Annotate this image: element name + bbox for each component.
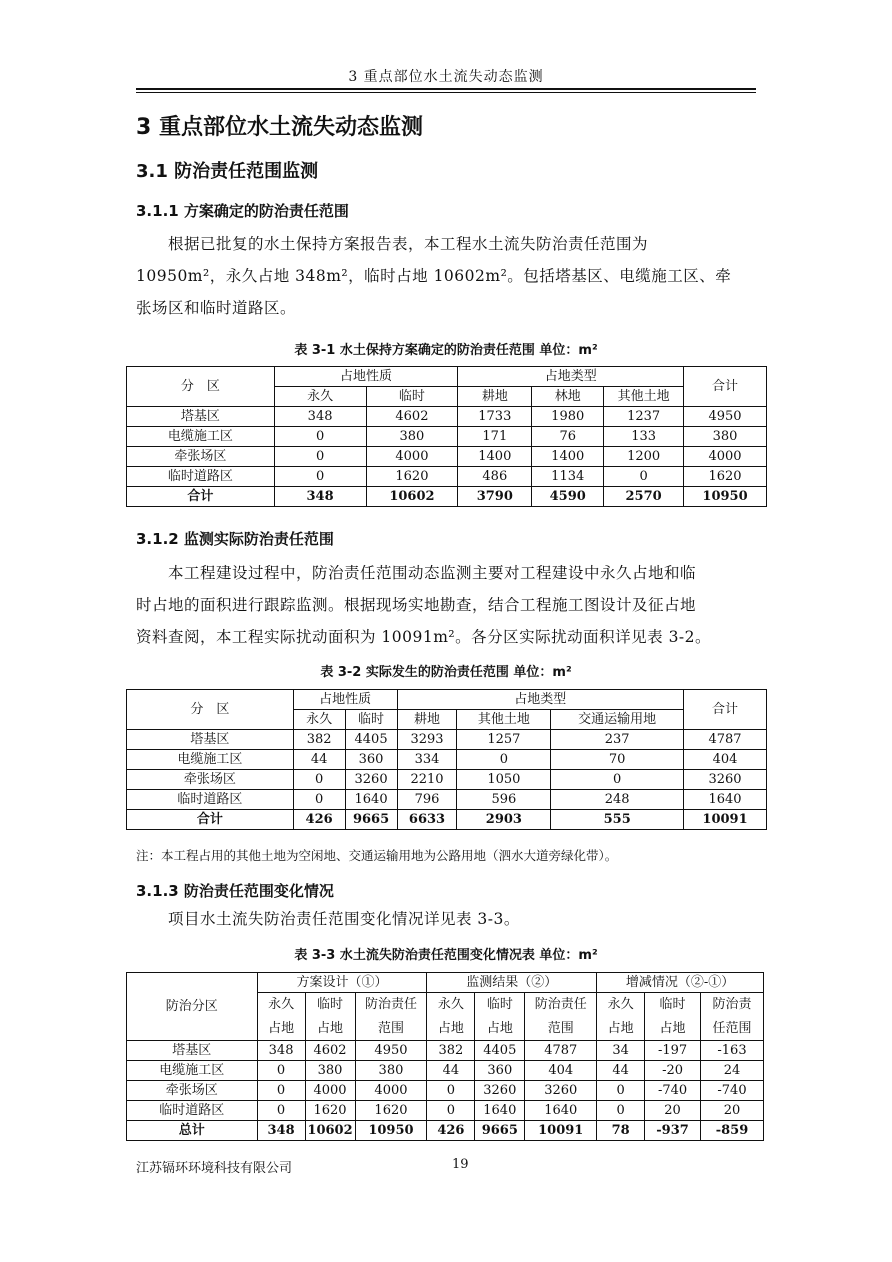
th-occupancy: 占地性质 — [274, 367, 458, 387]
table-cell: 380 — [366, 427, 458, 447]
table-cell: 404 — [525, 1061, 597, 1081]
table-cell: 1620 — [355, 1101, 427, 1121]
table-cell: 10091 — [525, 1121, 597, 1141]
table2-caption: 表 3-2 实际发生的防治责任范围 单位：m² — [320, 665, 572, 680]
table-cell: 486 — [458, 467, 532, 487]
table-cell: 4787 — [525, 1041, 597, 1061]
row-label-cell: 塔基区 — [127, 1041, 258, 1061]
table-cell: 4787 — [684, 730, 767, 750]
table-cell: 380 — [355, 1061, 427, 1081]
table-cell: 24 — [701, 1061, 764, 1081]
table-cell: 0 — [604, 467, 684, 487]
table-cell: 34 — [597, 1041, 645, 1061]
chapter-title: 3 重点部位水土流失动态监测 — [136, 115, 423, 140]
table-row — [127, 1101, 764, 1121]
th-perm: 永久 — [427, 993, 475, 1017]
table-cell: 6633 — [397, 810, 457, 830]
th-monitor: 监测结果（②） — [427, 973, 597, 993]
th-landtype: 占地类型 — [458, 367, 684, 387]
th-resp: 防治责 — [701, 993, 764, 1017]
th-transport: 交通运输用地 — [551, 710, 684, 730]
table-cell: 171 — [458, 427, 532, 447]
table-cell: -740 — [645, 1081, 701, 1101]
running-head: 3 重点部位水土流失动态监测 — [348, 69, 544, 85]
table-cell: -859 — [701, 1121, 764, 1141]
th-otherland: 其他土地 — [604, 387, 684, 407]
th-perm-2: 占地 — [597, 1017, 645, 1041]
table-row — [127, 1061, 764, 1081]
table-cell: 1640 — [684, 790, 767, 810]
paragraph-313 — [136, 903, 756, 935]
table-cell: 9665 — [345, 810, 397, 830]
th-perm-2: 占地 — [257, 1017, 305, 1041]
paragraph-311 — [136, 228, 756, 324]
th-perm-2: 占地 — [427, 1017, 475, 1041]
table-cell: 20 — [645, 1101, 701, 1121]
row-label-cell: 牵张场区 — [127, 770, 294, 790]
table-cell: 348 — [257, 1041, 305, 1061]
paragraph-line: 本工程建设过程中，防治责任范围动态监测主要对工程建设中永久占地和临 — [168, 564, 697, 582]
subsection-title-311: 3.1.1 方案确定的防治责任范围 — [136, 202, 349, 220]
table-cell: 0 — [597, 1101, 645, 1121]
table-cell: 4590 — [532, 487, 604, 507]
table-cell: 426 — [293, 810, 345, 830]
table-cell: 4000 — [355, 1081, 427, 1101]
th-temp: 临时 — [305, 993, 355, 1017]
th-temporary: 临时 — [366, 387, 458, 407]
row-label-cell: 塔基区 — [127, 730, 294, 750]
table-cell: -20 — [645, 1061, 701, 1081]
table-cell: 0 — [274, 427, 366, 447]
table-cell: 4950 — [355, 1041, 427, 1061]
table-cell: 44 — [293, 750, 345, 770]
footer-company: 江苏镉环环境科技有限公司 — [136, 1161, 293, 1176]
table-cell: 10950 — [684, 487, 767, 507]
table-cell: 1134 — [532, 467, 604, 487]
table-3-2 — [126, 689, 767, 830]
table-row — [127, 770, 767, 790]
table-cell: 3293 — [397, 730, 457, 750]
th-otherland: 其他土地 — [457, 710, 551, 730]
table-cell: 20 — [701, 1101, 764, 1121]
th-temp-2: 占地 — [305, 1017, 355, 1041]
row-label-cell: 合计 — [127, 810, 294, 830]
table-cell: 3260 — [684, 770, 767, 790]
table-row — [127, 427, 767, 447]
table-cell: -740 — [701, 1081, 764, 1101]
th-total: 合计 — [684, 690, 767, 730]
table-cell: 382 — [427, 1041, 475, 1061]
table-cell: 4000 — [366, 447, 458, 467]
table-row — [127, 447, 767, 467]
paragraph-line: 张场区和临时道路区。 — [136, 299, 297, 317]
page-number: 19 — [452, 1157, 469, 1172]
table-row — [127, 1121, 764, 1141]
table-cell: 1620 — [366, 467, 458, 487]
th-temp: 临时 — [645, 993, 701, 1017]
table-row — [127, 790, 767, 810]
th-resp-2: 任范围 — [701, 1017, 764, 1041]
row-label-cell: 电缆施工区 — [127, 427, 275, 447]
table-cell: 1640 — [345, 790, 397, 810]
section-title: 3.1 防治责任范围监测 — [136, 161, 319, 182]
table-cell: 3260 — [475, 1081, 525, 1101]
table-cell: 1980 — [532, 407, 604, 427]
th-temp-2: 占地 — [645, 1017, 701, 1041]
table-cell: 4000 — [305, 1081, 355, 1101]
table-cell: 9665 — [475, 1121, 525, 1141]
table-cell: 4602 — [366, 407, 458, 427]
row-label-cell: 临时道路区 — [127, 467, 275, 487]
th-farmland: 耕地 — [458, 387, 532, 407]
th-plan: 方案设计（①） — [257, 973, 427, 993]
table-cell: 237 — [551, 730, 684, 750]
table1-caption: 表 3-1 水土保持方案确定的防治责任范围 单位：m² — [294, 343, 598, 358]
row-label-cell: 临时道路区 — [127, 1101, 258, 1121]
th-permanent: 永久 — [293, 710, 345, 730]
table-cell: 596 — [457, 790, 551, 810]
table-cell: 4405 — [345, 730, 397, 750]
th-perm: 永久 — [257, 993, 305, 1017]
paragraph-line: 项目水土流失防治责任范围变化情况详见表 3-3。 — [168, 910, 520, 928]
th-perm: 永久 — [597, 993, 645, 1017]
paragraph-line: 根据已批复的水土保持方案报告表，本工程水土流失防治责任范围为 — [168, 235, 649, 253]
table-cell: 3260 — [345, 770, 397, 790]
table-cell: 76 — [532, 427, 604, 447]
th-resp-2: 范围 — [355, 1017, 427, 1041]
table-cell: 0 — [257, 1081, 305, 1101]
table-row — [127, 487, 767, 507]
table-cell: 1733 — [458, 407, 532, 427]
row-label-cell: 牵张场区 — [127, 1081, 258, 1101]
table-cell: 2570 — [604, 487, 684, 507]
table-cell: 78 — [597, 1121, 645, 1141]
table-cell: 10602 — [366, 487, 458, 507]
th-temporary: 临时 — [345, 710, 397, 730]
th-landtype: 占地类型 — [397, 690, 684, 710]
row-label-cell: 电缆施工区 — [127, 1061, 258, 1081]
table-cell: 334 — [397, 750, 457, 770]
table-cell: 1050 — [457, 770, 551, 790]
table-cell: 4602 — [305, 1041, 355, 1061]
table-cell: 0 — [257, 1061, 305, 1081]
table-cell: 1620 — [305, 1101, 355, 1121]
table-cell: 10950 — [355, 1121, 427, 1141]
th-resp: 防治责任 — [355, 993, 427, 1017]
th-temp: 临时 — [475, 993, 525, 1017]
row-label-cell: 临时道路区 — [127, 790, 294, 810]
table-cell: -163 — [701, 1041, 764, 1061]
table-cell: 1200 — [604, 447, 684, 467]
table-row — [127, 407, 767, 427]
paragraph-line: 资料查阅，本工程实际扰动面积为 10091m²。各分区实际扰动面积详见表 3-2。 — [136, 628, 712, 646]
table-cell: 360 — [345, 750, 397, 770]
table-cell: 44 — [597, 1061, 645, 1081]
table-cell: 133 — [604, 427, 684, 447]
row-label-cell: 总计 — [127, 1121, 258, 1141]
paragraph-line: 时占地的面积进行跟踪监测。根据现场实地勘查，结合工程施工图设计及征占地 — [136, 596, 697, 614]
table-cell: 0 — [427, 1101, 475, 1121]
th-total: 合计 — [684, 367, 767, 407]
table-cell: 1237 — [604, 407, 684, 427]
subsection-title-312: 3.1.2 监测实际防治责任范围 — [136, 530, 334, 548]
th-resp: 防治责任 — [525, 993, 597, 1017]
th-zone: 分 区 — [127, 690, 294, 730]
table-cell: 3260 — [525, 1081, 597, 1101]
row-label-cell: 塔基区 — [127, 407, 275, 427]
row-label-cell: 牵张场区 — [127, 447, 275, 467]
table-cell: 10091 — [684, 810, 767, 830]
table-cell: 1400 — [532, 447, 604, 467]
table-cell: 348 — [257, 1121, 305, 1141]
table-cell: 10602 — [305, 1121, 355, 1141]
table-row — [127, 1081, 764, 1101]
table-cell: 4950 — [684, 407, 767, 427]
table-cell: 348 — [274, 407, 366, 427]
table-row — [127, 730, 767, 750]
th-forest: 林地 — [532, 387, 604, 407]
table-3-1 — [126, 366, 767, 507]
table-cell: 4000 — [684, 447, 767, 467]
th-resp-2: 范围 — [525, 1017, 597, 1041]
th-permanent: 永久 — [274, 387, 366, 407]
table-cell: 2210 — [397, 770, 457, 790]
table-cell: 0 — [597, 1081, 645, 1101]
th-occupancy: 占地性质 — [293, 690, 397, 710]
table-cell: 70 — [551, 750, 684, 770]
table-cell: 1257 — [457, 730, 551, 750]
th-zone: 分 区 — [127, 367, 275, 407]
row-label-cell: 合计 — [127, 487, 275, 507]
table-cell: 0 — [274, 467, 366, 487]
table-row — [127, 467, 767, 487]
table-cell: 796 — [397, 790, 457, 810]
table-cell: 44 — [427, 1061, 475, 1081]
table-cell: 380 — [305, 1061, 355, 1081]
th-farmland: 耕地 — [397, 710, 457, 730]
table-cell: 248 — [551, 790, 684, 810]
table-cell: 1400 — [458, 447, 532, 467]
table-row — [127, 750, 767, 770]
table-row — [127, 1041, 764, 1061]
table-cell: 0 — [457, 750, 551, 770]
table-cell: 380 — [684, 427, 767, 447]
table-cell: 0 — [293, 770, 345, 790]
table-cell: 1640 — [525, 1101, 597, 1121]
table-cell: -197 — [645, 1041, 701, 1061]
table-cell: 3790 — [458, 487, 532, 507]
table-cell: -937 — [645, 1121, 701, 1141]
table-note: 注：本工程占用的其他土地为空闲地、交通运输用地为公路用地（泗水大道旁绿化带）。 — [136, 848, 618, 863]
table-cell: 0 — [551, 770, 684, 790]
table-cell: 4405 — [475, 1041, 525, 1061]
table-cell: 382 — [293, 730, 345, 750]
table-cell: 1640 — [475, 1101, 525, 1121]
subsection-title-313: 3.1.3 防治责任范围变化情况 — [136, 882, 334, 900]
table-cell: 0 — [257, 1101, 305, 1121]
table-cell: 0 — [293, 790, 345, 810]
table-cell: 1620 — [684, 467, 767, 487]
table-cell: 348 — [274, 487, 366, 507]
table-cell: 426 — [427, 1121, 475, 1141]
table-cell: 404 — [684, 750, 767, 770]
table-cell: 360 — [475, 1061, 525, 1081]
paragraph-312 — [136, 557, 756, 653]
table-cell: 0 — [274, 447, 366, 467]
table-row — [127, 810, 767, 830]
table-3-3 — [126, 972, 764, 1141]
table-cell: 2903 — [457, 810, 551, 830]
th-temp-2: 占地 — [475, 1017, 525, 1041]
table-cell: 0 — [427, 1081, 475, 1101]
th-zone: 防治分区 — [127, 973, 258, 1041]
th-change: 增减情况（②-①） — [597, 973, 764, 993]
paragraph-line: 10950m²，永久占地 348m²，临时占地 10602m²。包括塔基区、电缆施工区、牵 — [136, 267, 732, 285]
header-rule-thin — [136, 92, 756, 93]
table-cell: 555 — [551, 810, 684, 830]
table3-caption: 表 3-3 水土流失防治责任范围变化情况表 单位：m² — [294, 948, 598, 963]
header-rule — [136, 88, 756, 90]
row-label-cell: 电缆施工区 — [127, 750, 294, 770]
